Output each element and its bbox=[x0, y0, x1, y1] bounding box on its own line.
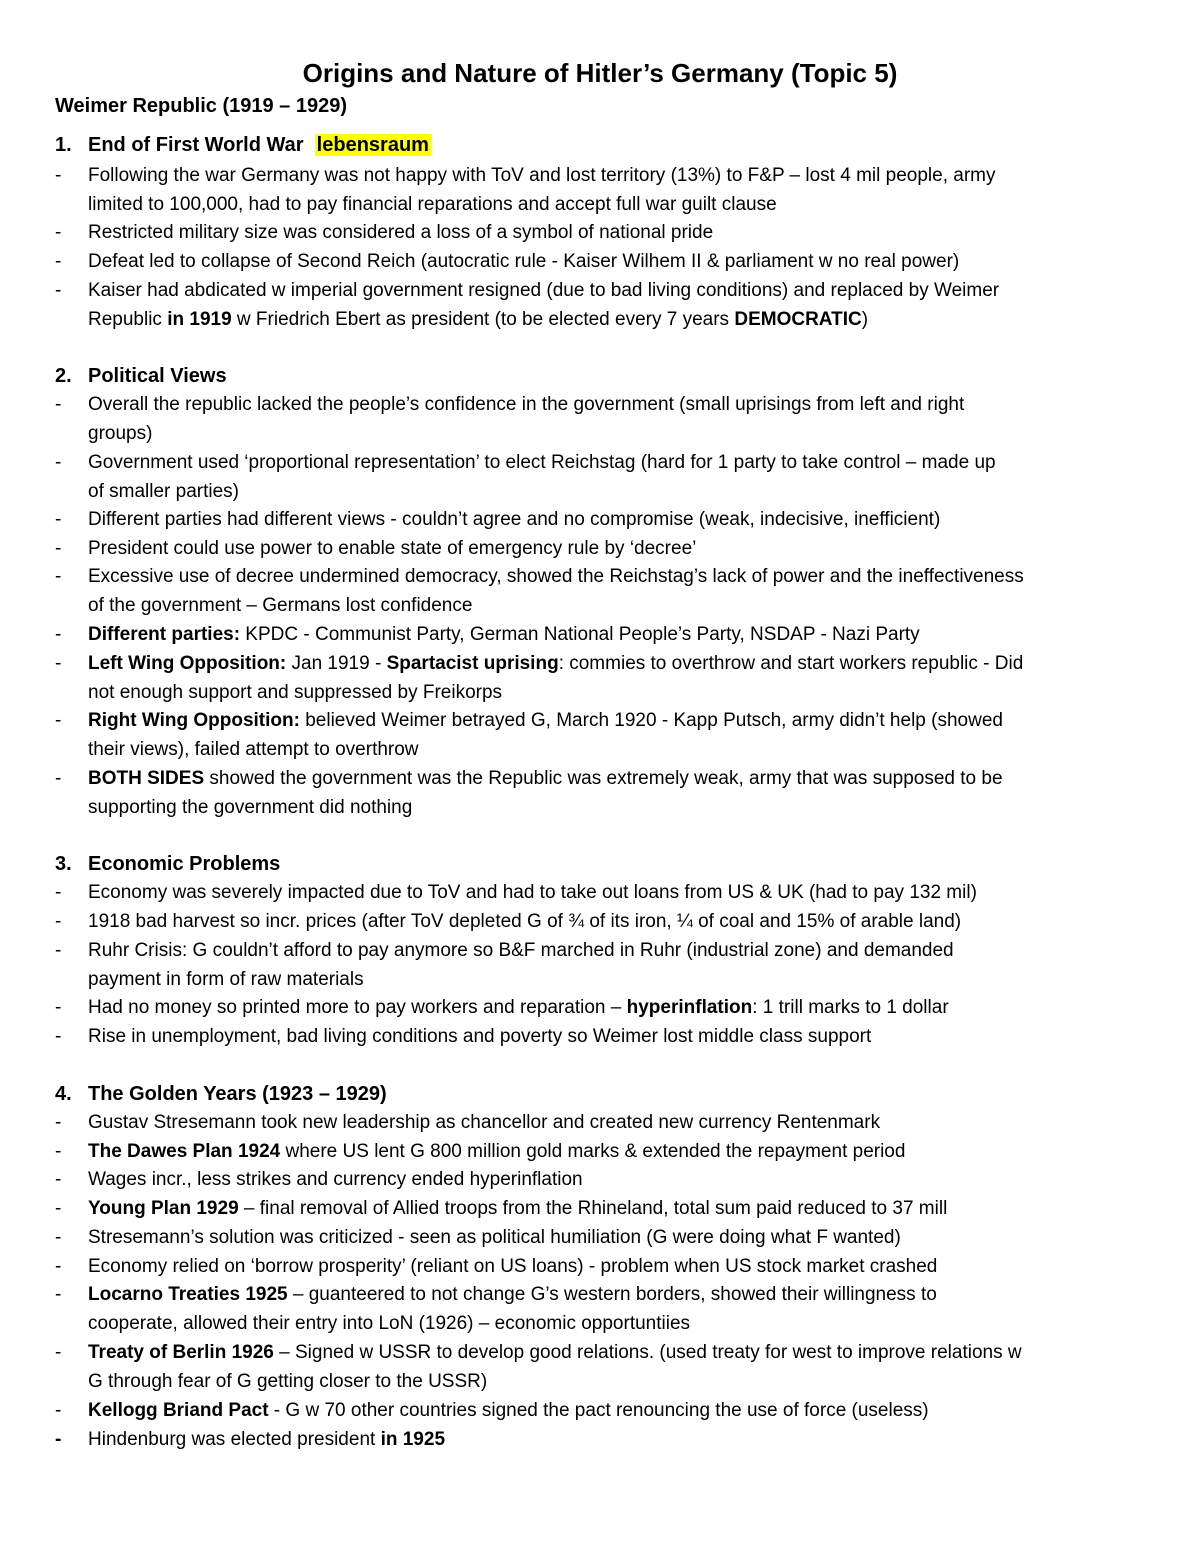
document-page: Origins and Nature of Hitler’s Germany (Topic 5) Weimer Republic (1919 – 1929) 1. End of First World War lebensraum - Following the war Germany was not happy with ToV and lost territory (13%) to F&P – lost 4 mil people, army limited to 100,000, had to pay financial reparations and accept full war guilt clause - Restricted military size was considered a loss of a symbol of national pride - Defeat led to collapse of Second Reich (autocratic rule - Kaiser Wilhem II & parliament w no real power) - Kaiser had abdicated w imperial government resigned (due to bad living conditions) and replaced by Weimer Republic in 1919 w Friedrich Ebert as president (to be elected every 7 years DEMOCRATIC) 2. Political Views - Overall the republic lacked the people’s confidence in the government (small uprisings from left and right groups) - Government used ‘proportional representation’ to elect Reichstag (hard for 1 party to take control – made up of smaller parties) - Different parties had different views - couldn’t agree and no compromise (weak, indecisive, inefficient) - President could use power to enable state of emergency rule by ‘decree’ - Excessive use of decree undermined democracy, showed the Reichstag’s lack of power and the ineffectiveness of the government – Germans lost confidence - Different parties: KPDC - Communist Party, German National People’s Party, NSDAP - Nazi Party - Left Wing Opposition: Jan 1919 - Spartacist uprising: commies to overthrow and start workers republic - Did not enough support and suppressed by Freikorps - Right Wing Opposition: believed Weimer betrayed G, March 1920 - Kapp Putsch, army didn’t help (showed their views), failed attempt to overthrow - BOTH SIDES showed the government was the Republic was extremely weak, army that was supposed to be supporting the government did nothing 3. Economic Problems - Economy was severely impacted due to ToV and had to take out loans from US & UK (had to pay 132 mil) - 1918 bad harvest so incr. prices (after ToV depleted G of ¾ of its iron, ¼ of coal and 15% of arable land) - Ruhr Crisis: G couldn’t afford to pay anymore so B&F marched in Ruhr (industrial zone) and demanded payment in form of raw materials - Had no money so printed more to pay workers and reparation – hyperinflation: 1 trill marks to 1 dollar - Rise in unemployment, bad living conditions and poverty so Weimer lost middle class support 4. The Golden Years (1923 – 1929) - Gustav Stresemann took new leadership as chancellor and created new currency Rentenmark - The Dawes Plan 1924 where US lent G 800 million gold marks & extended the repayment period - Wages incr., less strikes and currency ended hyperinflation - Young Plan 1929 – final removal of Allied troops from the Rhineland, total sum paid reduced to 37 mill - Stresemann’s solution was criticized - seen as political humiliation (G were doing what F wanted) - Economy relied on ‘borrow prosperity’ (reliant on US loans) - problem when US stock market crashed - Locarno Treaties 1925 – guanteered to not change G’s western borders, showed their willingness to cooperate, allowed their entry into LoN (1926) – economic opportuntiies - Treaty of Berlin 1926 – Signed w USSR to develop good relations. (used treaty for west to improve relations w G through fear of G getting closer to the USSR) - Kellogg Briand Pact - G w 70 other countries signed the pact renouncing the use of force (useless) - Hindenburg was elected president in 1925 bbox=[0, 0, 1200, 1553]
heading-end-of-war: 1. End of First World War lebensraum bbox=[55, 134, 429, 156]
page-title: Origins and Nature of Hitler’s Germany (Topic 5) bbox=[302, 58, 898, 88]
highlight-lebensraum: lebensraum bbox=[316, 134, 429, 156]
heading-economic-problems: 3. Economic Problems bbox=[55, 853, 281, 875]
heading-political-views: 2. Political Views bbox=[55, 365, 227, 387]
heading-golden-years: 4. The Golden Years (1923 – 1929) bbox=[55, 1083, 387, 1105]
section-subtitle: Weimer Republic (1919 – 1929) bbox=[55, 95, 347, 117]
